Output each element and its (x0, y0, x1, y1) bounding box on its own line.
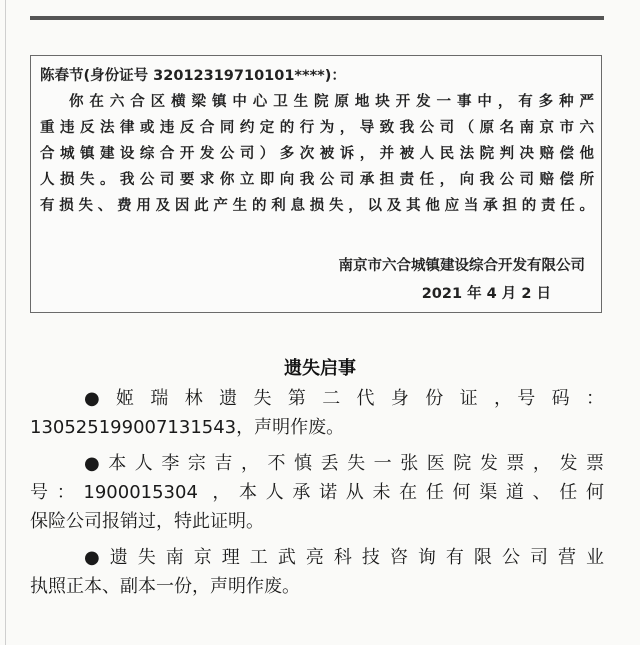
notice-organization: 南京市六合城镇建设综合开发有限公司 (338, 258, 585, 274)
lost-notice-title: 遗失启事 (284, 358, 356, 379)
lost-item-id-card (30, 384, 604, 442)
notice-line: 人损失。我公司要求你立即向我公司承担责任，向我公司赔偿所 (40, 172, 594, 188)
lost-item-line: ●遗失南京理工武亮科技咨询有限公司营业 (84, 547, 604, 568)
top-rule (30, 16, 604, 20)
lost-notice-list (30, 384, 604, 601)
lost-item-business-license (30, 543, 604, 601)
column-divider (5, 0, 6, 645)
notice-body (40, 89, 594, 219)
notice-line: 重违反法律或违反合同约定的行为，导致我公司（原名南京市六 (40, 120, 594, 136)
notice-date: 2021 年 4 月 2 日 (421, 286, 551, 302)
lost-item-line: ●本人李宗吉，不慎丢失一张医院发票，发票 (84, 453, 604, 474)
legal-notice-box (30, 55, 602, 313)
notice-greeting: 陈春节(身份证号 32012319710101****)： (40, 68, 346, 84)
lost-item-line: 保险公司报销过，特此证明。 (30, 511, 264, 532)
lost-item-line: ● 姬 瑞 林 遗 失 第 二 代 身 份 证 ，号 码 ： (84, 388, 604, 409)
notice-line: 有损失、费用及因此产生的利息损失，以及其他应当承担的责任。 (40, 198, 594, 214)
lost-item-invoice (30, 449, 604, 536)
lost-item-line: 号：1900015304 ，本人承诺从未在任何渠道、任何 (30, 482, 604, 503)
notice-line: 合城镇建设综合开发公司）多次被诉，并被人民法院判决赔偿他 (40, 146, 594, 162)
lost-item-line: 执照正本、副本一份，声明作废。 (30, 576, 300, 597)
notice-line: 你在六合区横梁镇中心卫生院原地块开发一事中，有多种严 (69, 94, 594, 110)
lost-item-line: 130525199007131543，声明作废。 (30, 417, 345, 438)
